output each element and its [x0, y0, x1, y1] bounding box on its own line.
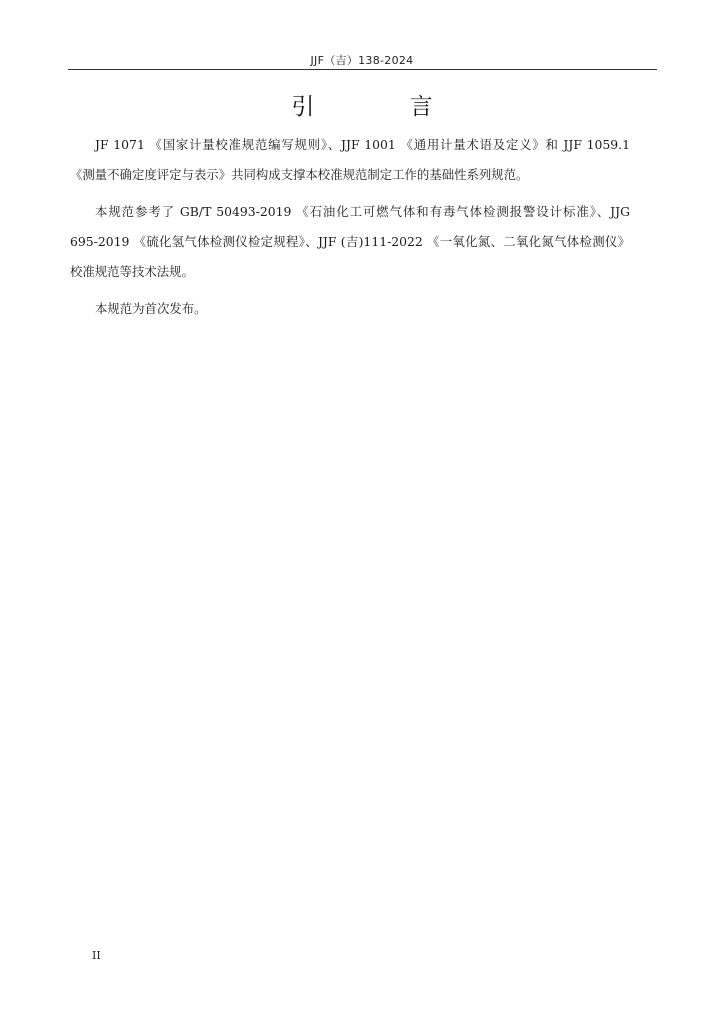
running-header-code: JJF（吉）138-2024 [310, 54, 414, 67]
page-number: II [92, 949, 101, 962]
paragraph-normative-basis: JF 1071 《国家计量校准规范编写规则》、JJF 1001 《通用计量术语及定义》和 JJF 1059.1 《测量不确定度评定与表示》共同构成支撑本校准规范制定工作的基础性系列规范。 [70, 137, 630, 182]
paragraph-references: 本规范参考了 GB/T 50493-2019 《石油化工可燃气体和有毒气体检测报警设计标准》、JJG 695-2019 《硫化氢气体检测仪检定规程》、JJF (吉)111-2022 《一氧化氮、二氧化氮气体检测仪》校准规范等技术法规。 [70, 204, 630, 279]
header-divider [68, 69, 657, 70]
paragraph-first-release: 本规范为首次发布。 [95, 301, 207, 316]
section-title: 引 言 [291, 94, 477, 120]
body-text [70, 130, 630, 331]
